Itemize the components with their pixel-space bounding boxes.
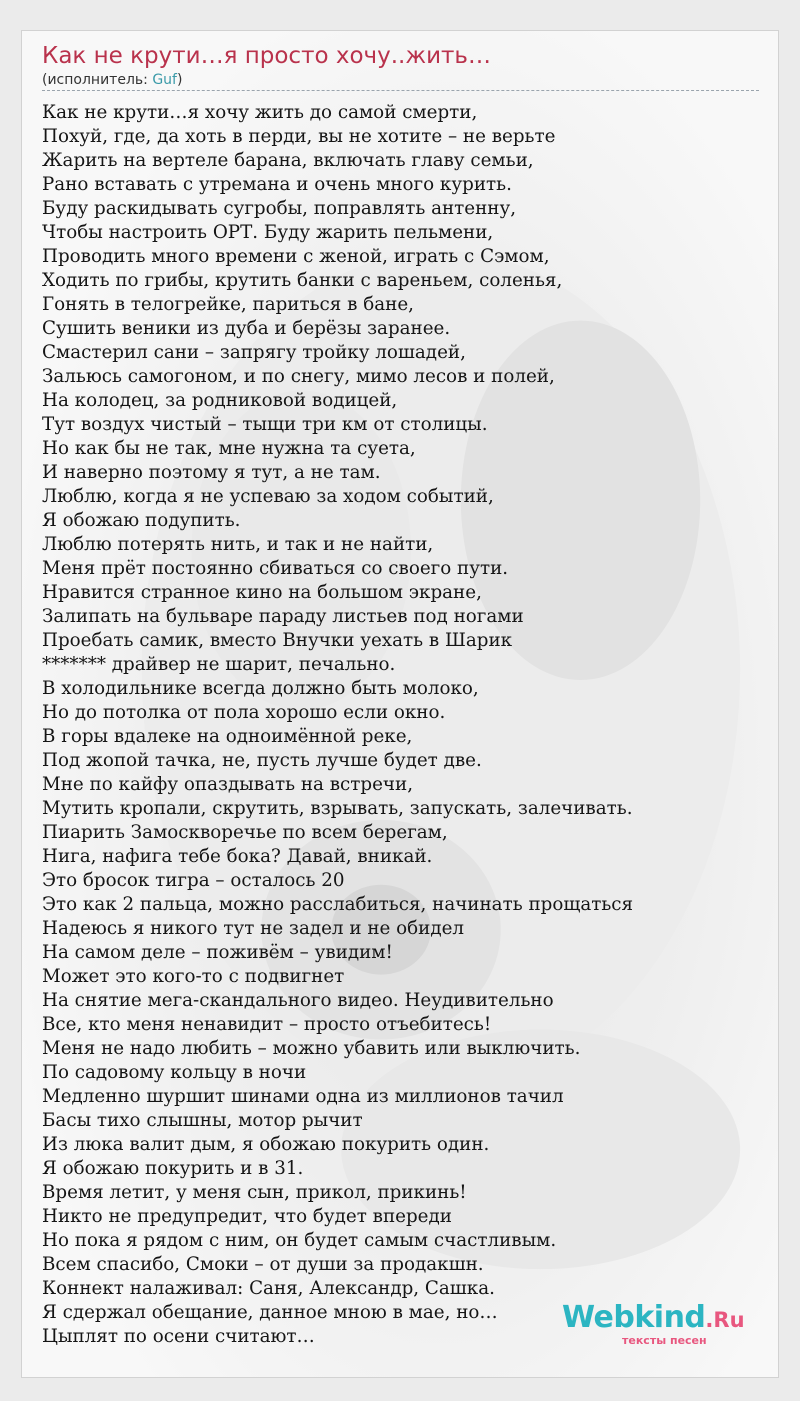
lyric-line: Никто не предупредит, что будет впереди xyxy=(42,1206,452,1227)
lyric-line: На самом деле – поживём – увидим! xyxy=(42,942,393,963)
lyric-line: Но до потолка от пола хорошо если окно. xyxy=(42,702,446,723)
lyric-line: ******* драйвер не шарит, печально. xyxy=(42,654,396,675)
lyric-line: На снятие мега-скандального видео. Неудивительно xyxy=(42,990,554,1011)
lyric-line: На колодец, за родниковой водицей, xyxy=(42,390,398,411)
lyric-line: Смастерил сани – запрягу тройку лошадей, xyxy=(42,342,466,363)
lyric-line: Чтобы настроить ОРТ. Буду жарить пельмени, xyxy=(42,222,494,243)
lyric-line: Коннект налаживал: Саня, Александр, Сашка. xyxy=(42,1278,495,1299)
lyric-line: Мне по кайфу опаздывать на встречи, xyxy=(42,774,413,795)
lyric-line: Но пока я рядом с ним, он будет самым счастливым. xyxy=(42,1230,557,1251)
lyric-line: Люблю, когда я не успеваю за ходом событий, xyxy=(42,486,494,507)
lyric-line: Проебать самик, вместо Внучки уехать в Шарик xyxy=(42,630,513,651)
lyrics-card xyxy=(21,30,779,1378)
site-logo[interactable] xyxy=(562,1300,745,1347)
lyric-line: В холодильнике всегда должно быть молоко, xyxy=(42,678,479,699)
lyric-line: Я сдержал обещание, данное мною в мае, но… xyxy=(42,1302,498,1323)
lyric-line: Зальюсь самогоном, и по снегу, мимо лесов и полей, xyxy=(42,366,555,387)
lyric-line: Меня прёт постоянно сбиваться со своего пути. xyxy=(42,558,509,579)
lyric-line: Сушить веники из дуба и берёзы заранее. xyxy=(42,318,451,339)
lyric-line: Медленно шуршит шинами одна из миллионов тачил xyxy=(42,1086,564,1107)
lyric-line: Нига, нафига тебе бока? Давай, вникай. xyxy=(42,846,433,867)
lyric-line: Басы тихо слышны, мотор рычит xyxy=(42,1110,363,1131)
lyric-line: Буду раскидывать сугробы, поправлять антенну, xyxy=(42,198,517,219)
lyric-line: Это бросок тигра – осталось 20 xyxy=(42,870,345,891)
lyric-line: Жарить на вертеле барана, включать главу семьи, xyxy=(42,150,534,171)
lyric-line: Похуй, где, да хоть в перди, вы не хотите – не верьте xyxy=(42,126,556,147)
lyric-line: Но как бы не так, мне нужна та суета, xyxy=(42,438,416,459)
title-divider xyxy=(42,90,759,91)
song-title: Как не крути…я просто хочу..жить… xyxy=(42,43,491,69)
lyric-line: И наверно поэтому я тут, а не там. xyxy=(42,462,381,483)
lyric-line: Гонять в телогрейке, париться в бане, xyxy=(42,294,414,315)
lyric-line: В горы вдалеке на одноимённой реке, xyxy=(42,726,413,747)
lyric-line: Время летит, у меня сын, прикол, прикинь! xyxy=(42,1182,467,1203)
lyric-line: Я обожаю покурить и в 31. xyxy=(42,1158,304,1179)
lyric-line: Пиарить Замоскворечье по всем берегам, xyxy=(42,822,448,843)
lyric-line: Цыплят по осени считают… xyxy=(42,1326,315,1347)
logo-name: Webkind xyxy=(562,1300,706,1335)
artist-line xyxy=(42,72,182,88)
artist-suffix: ) xyxy=(176,72,183,88)
lyric-line: Ходить по грибы, крутить банки с вареньем, соленья, xyxy=(42,270,563,291)
lyric-line: По садовому кольцу в ночи xyxy=(42,1062,307,1083)
lyric-line: Нравится странное кино на большом экране, xyxy=(42,582,482,603)
lyric-line: Я обожаю подупить. xyxy=(42,510,241,531)
lyric-line: Залипать на бульваре параду листьев под ногами xyxy=(42,606,524,627)
lyric-line: Все, кто меня ненавидит – просто отъебитесь! xyxy=(42,1014,492,1035)
lyric-line: Надеюсь я никого тут не задел и не обидел xyxy=(42,918,465,939)
lyric-line: Может это кого-то с подвигнет xyxy=(42,966,345,987)
lyric-line: Всем спасибо, Смоки – от души за продакшн. xyxy=(42,1254,484,1275)
lyric-line: Мутить кропали, скрутить, взрывать, запускать, залечивать. xyxy=(42,798,633,819)
lyrics-text xyxy=(42,101,633,1349)
logo-tld: .Ru xyxy=(705,1308,745,1332)
lyric-line: Как не крути…я хочу жить до самой смерти, xyxy=(42,102,478,123)
artist-link[interactable]: Guf xyxy=(152,72,177,88)
lyric-line: Рано вставать с утремана и очень много курить. xyxy=(42,174,512,195)
lyric-line: Проводить много времени с женой, играть с Сэмом, xyxy=(42,246,550,267)
lyric-line: Под жопой тачка, не, пусть лучше будет две. xyxy=(42,750,482,771)
lyric-line: Тут воздух чистый – тыщи три км от столицы. xyxy=(42,414,488,435)
lyric-line: Из люка валит дым, я обожаю покурить один. xyxy=(42,1134,490,1155)
logo-tagline: тексты песен xyxy=(622,1334,707,1347)
lyric-line: Меня не надо любить – можно убавить или выключить. xyxy=(42,1038,581,1059)
lyric-line: Это как 2 пальца, можно расслабиться, начинать прощаться xyxy=(42,894,634,915)
lyric-line: Люблю потерять нить, и так и не найти, xyxy=(42,534,434,555)
artist-prefix: (исполнитель: xyxy=(42,72,153,88)
